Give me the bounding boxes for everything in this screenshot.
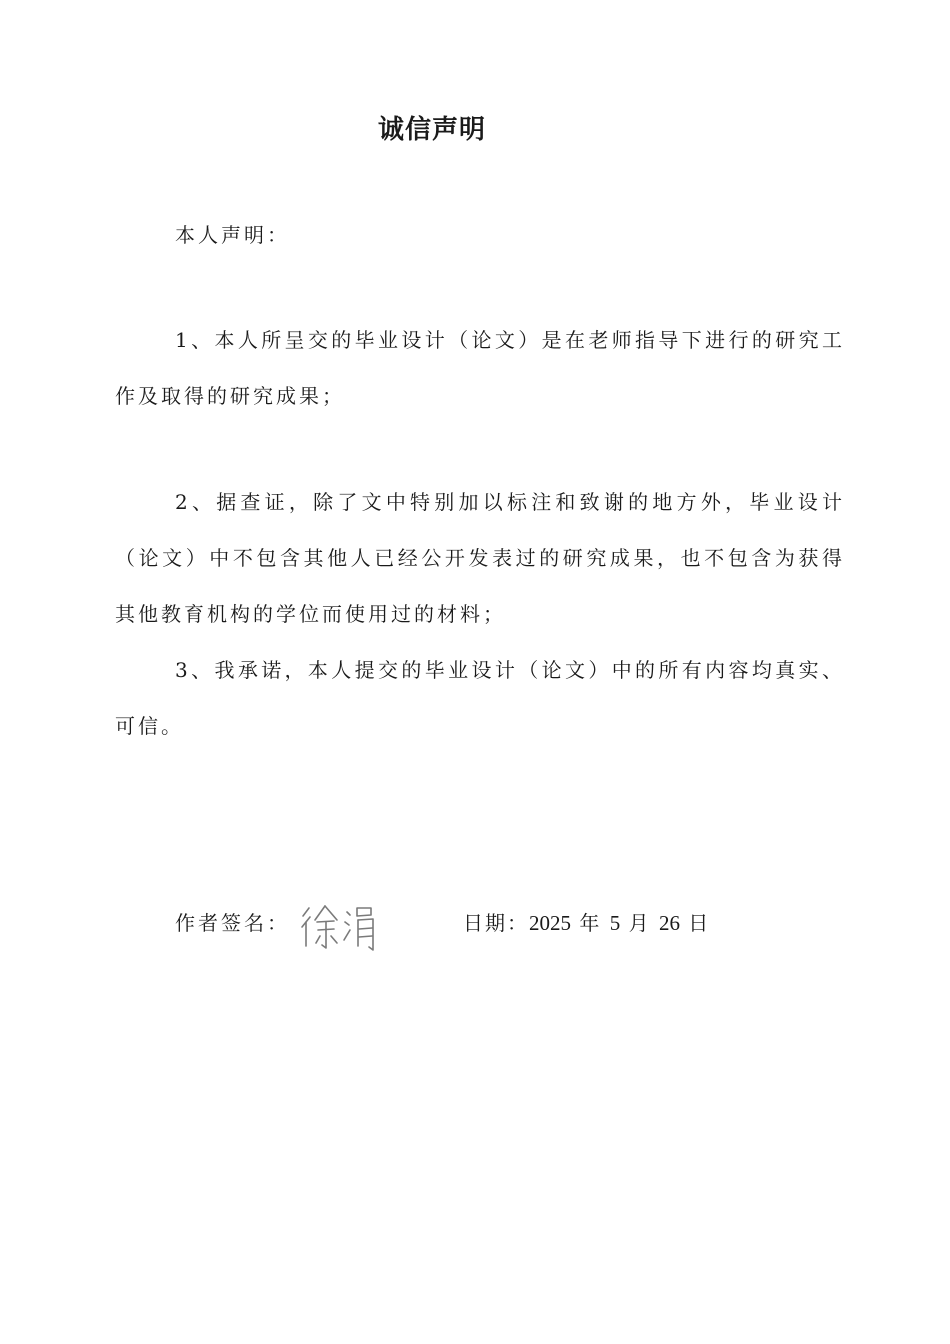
handwritten-signature bbox=[297, 900, 387, 954]
signature-label: 作者签名： bbox=[175, 911, 290, 935]
declaration-item-1: 1、本人所呈交的毕业设计（论文）是在老师指导下进行的研究工作及取得的研究成果； bbox=[115, 328, 845, 408]
declaration-item-2: 2、据查证，除了文中特别加以标注和致谢的地方外，毕业设计（论文）中不包含其他人已经公开发表过的研究成果，也不包含为获得其他教育机构的学位而使用过的材料； bbox=[115, 490, 845, 626]
signature-row bbox=[175, 900, 775, 960]
date-label: 日期： bbox=[463, 911, 529, 935]
date-line bbox=[463, 908, 710, 938]
date-day: 26 bbox=[658, 911, 680, 935]
date-year: 2025 bbox=[529, 911, 571, 935]
date-year-unit: 年 bbox=[571, 911, 610, 935]
lead-statement: 本人声明： bbox=[175, 223, 290, 247]
date-month: 5 bbox=[609, 911, 621, 935]
signature-strokes bbox=[297, 900, 387, 954]
declaration-item-3: 3、我承诺，本人提交的毕业设计（论文）中的所有内容均真实、可信。 bbox=[115, 658, 845, 738]
date-day-unit: 日 bbox=[679, 911, 711, 935]
date-month-unit: 月 bbox=[620, 911, 659, 935]
page-title: 诚信声明 bbox=[377, 115, 486, 145]
